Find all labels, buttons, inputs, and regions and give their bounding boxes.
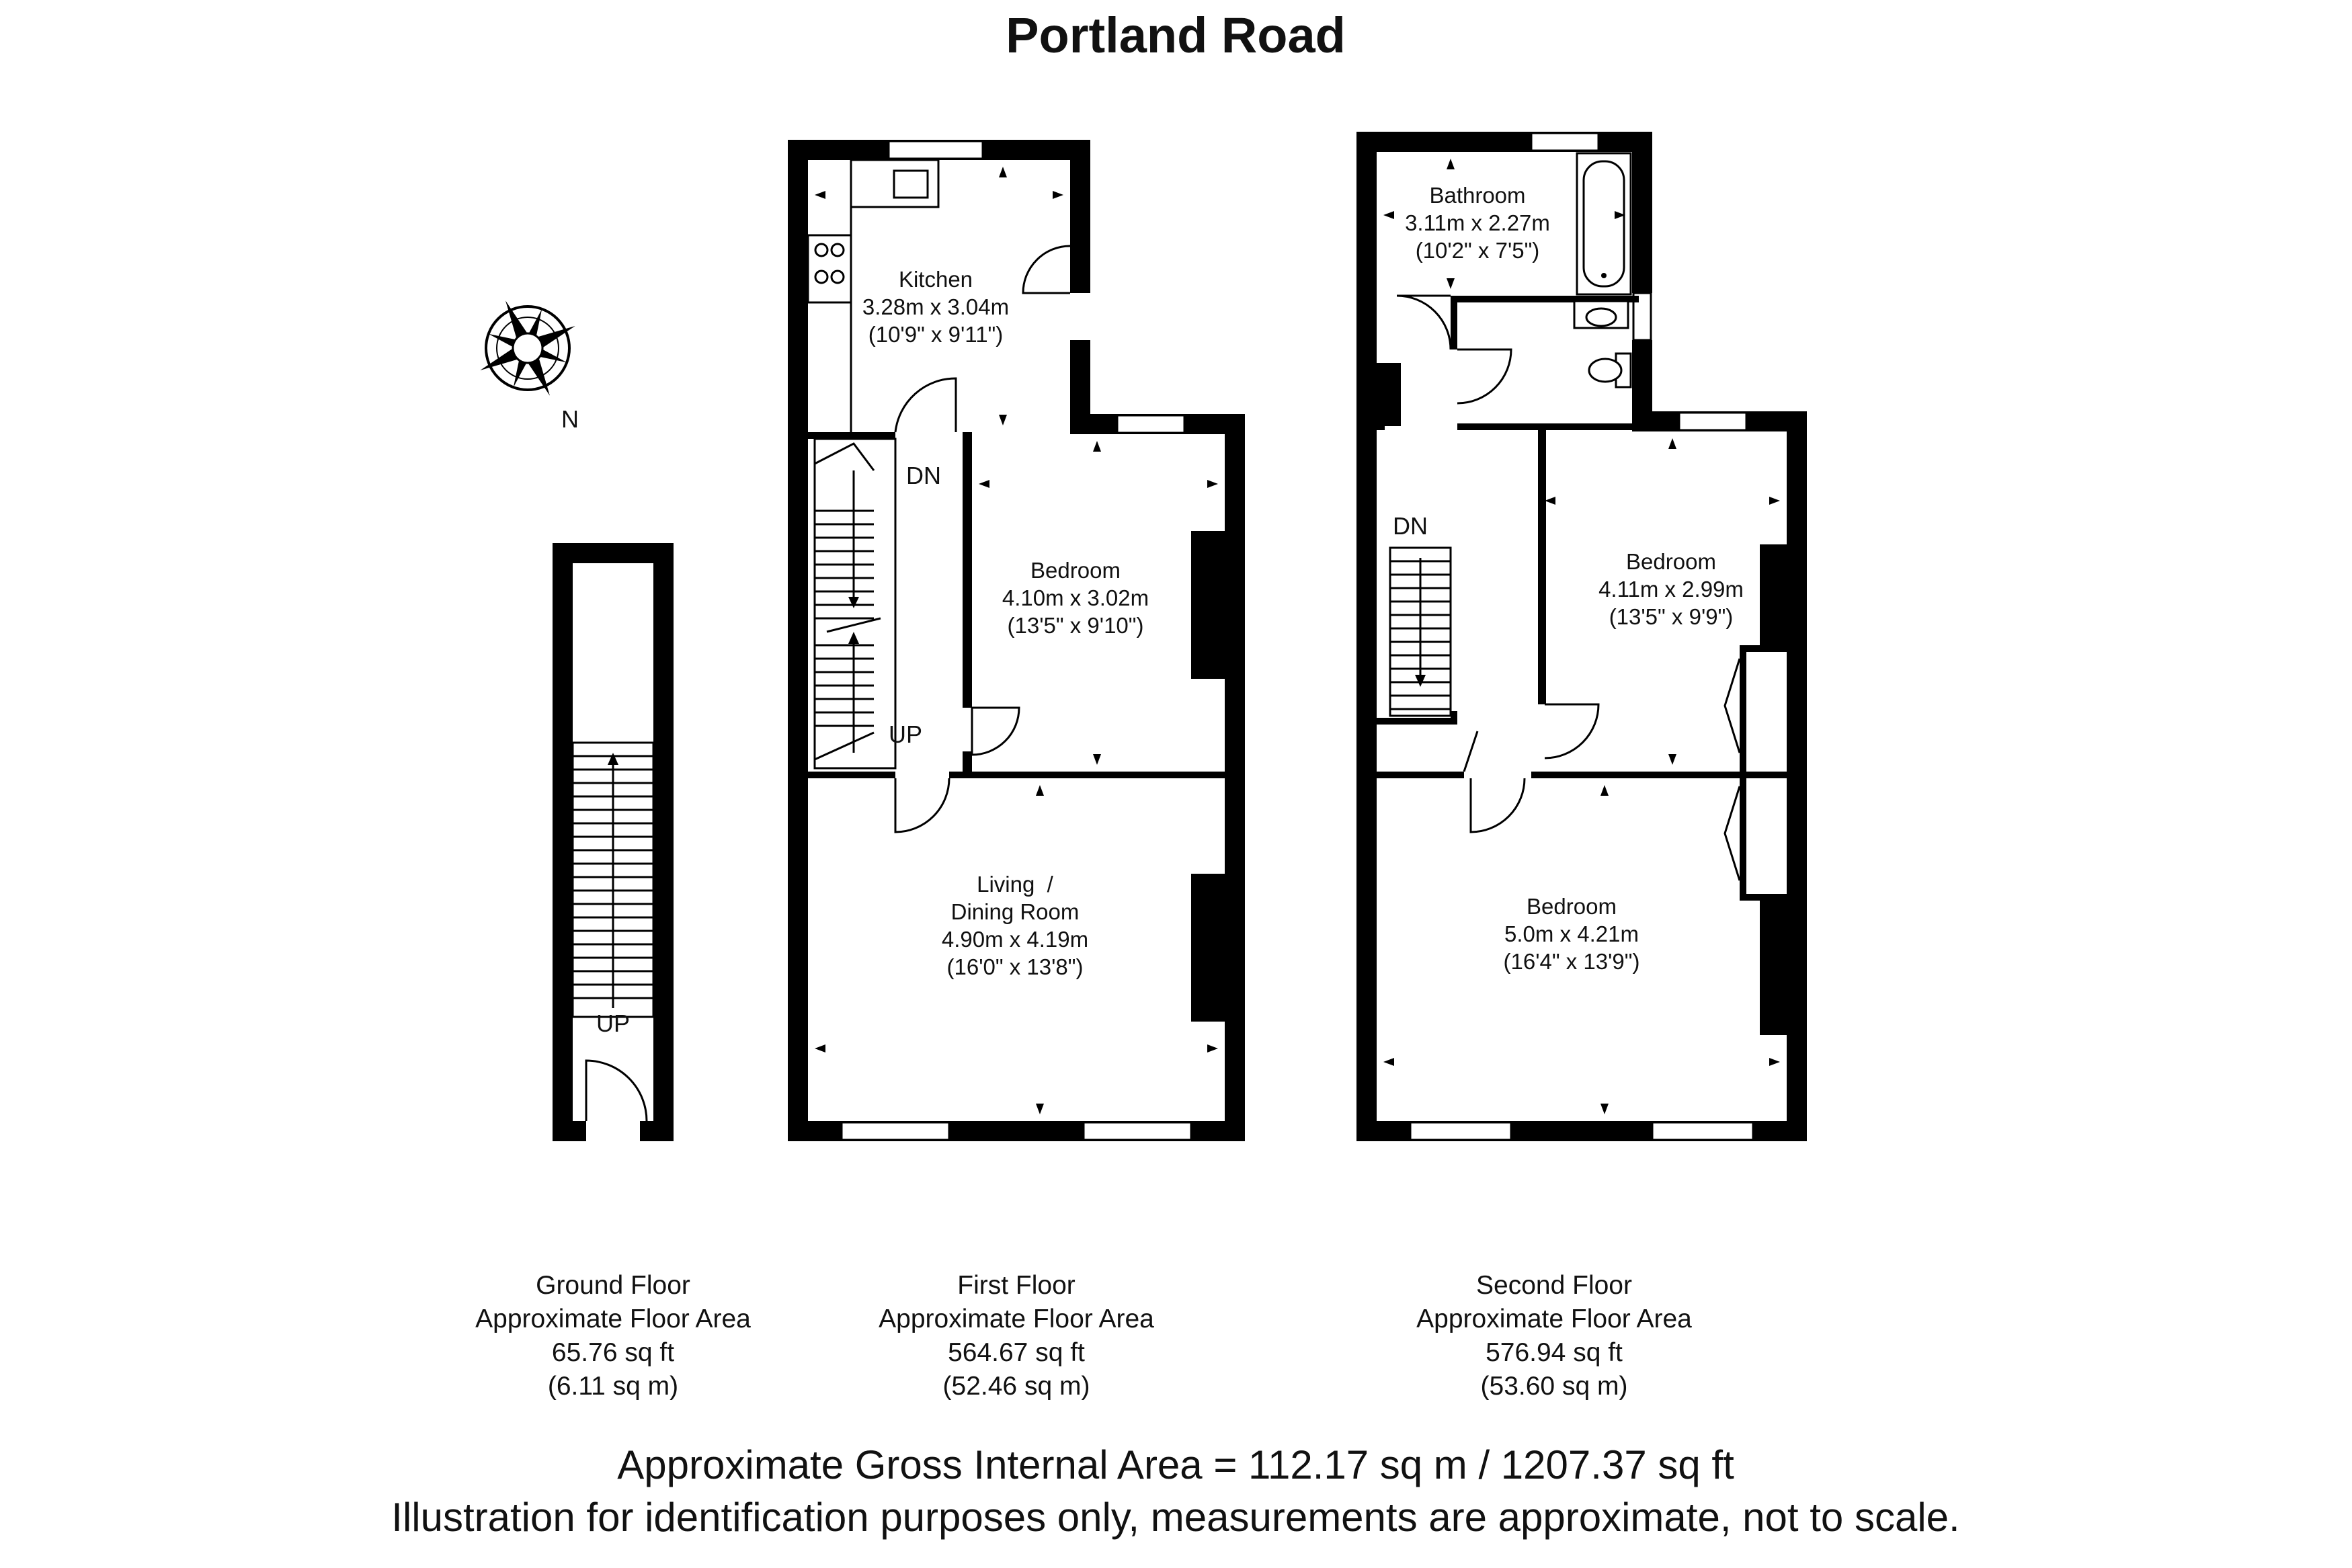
disclaimer-text: Illustration for identification purposes only, measurements are approximate, not to scale. <box>391 1495 1960 1540</box>
svg-text:564.67 sq ft: 564.67 sq ft <box>948 1338 1085 1367</box>
svg-text:Approximate Floor Area: Approximate Floor Area <box>1416 1305 1692 1333</box>
north-label: N <box>561 405 579 433</box>
svg-text:4.11m x 2.99m: 4.11m x 2.99m <box>1598 577 1744 602</box>
compass-icon <box>477 297 579 399</box>
washbasin-icon <box>1574 301 1628 328</box>
svg-text:Kitchen: Kitchen <box>898 267 973 292</box>
svg-text:4.10m x 3.02m: 4.10m x 3.02m <box>1002 585 1149 610</box>
first-floor-plan <box>788 140 1245 1141</box>
second-rear-bedroom-door[interactable] <box>1545 704 1598 758</box>
second-front-bedroom-door[interactable] <box>1471 778 1525 832</box>
svg-text:Approximate Floor Area: Approximate Floor Area <box>879 1305 1154 1333</box>
svg-text:First Floor: First Floor <box>957 1271 1076 1300</box>
svg-text:Bedroom: Bedroom <box>1626 549 1716 574</box>
ground-floor-area-label <box>475 1271 751 1401</box>
svg-text:(10'9" x 9'11"): (10'9" x 9'11") <box>868 322 1004 347</box>
wardrobe-door-upper[interactable] <box>1725 659 1740 753</box>
svg-text:(16'4" x 13'9"): (16'4" x 13'9") <box>1503 949 1640 974</box>
svg-text:Bathroom: Bathroom <box>1429 183 1526 208</box>
wc-door[interactable] <box>1457 349 1511 403</box>
svg-text:Living /: Living / <box>977 872 1053 897</box>
landing-cupboard-door[interactable] <box>1464 731 1477 772</box>
svg-text:(13'5" x 9'10"): (13'5" x 9'10") <box>1007 613 1144 638</box>
first-staircase <box>815 439 895 768</box>
svg-text:3.11m x 2.27m: 3.11m x 2.27m <box>1405 210 1550 235</box>
svg-text:Dining Room: Dining Room <box>950 899 1080 924</box>
svg-text:Bedroom: Bedroom <box>1030 558 1121 583</box>
svg-text:65.76 sq ft: 65.76 sq ft <box>551 1338 675 1367</box>
first-stair-up-label: UP <box>889 720 923 748</box>
svg-text:5.0m x 4.21m: 5.0m x 4.21m <box>1504 921 1639 946</box>
second-front-bedroom-label <box>1504 894 1640 974</box>
svg-text:(6.11 sq m): (6.11 sq m) <box>547 1372 679 1401</box>
ground-floor-plan <box>553 543 674 1141</box>
kitchen-label <box>862 267 1009 347</box>
first-bedroom-door[interactable] <box>972 708 1019 755</box>
kitchen-door[interactable] <box>1023 246 1070 293</box>
bathtub-icon <box>1577 153 1631 294</box>
wardrobe-door-lower[interactable] <box>1725 786 1740 880</box>
svg-text:Ground Floor: Ground Floor <box>536 1271 690 1300</box>
living-room-label <box>942 872 1088 979</box>
living-room-door[interactable] <box>895 778 949 832</box>
svg-text:(13'5" x 9'9"): (13'5" x 9'9") <box>1609 604 1734 629</box>
first-floor-area-label <box>879 1271 1154 1401</box>
ground-staircase <box>573 743 653 1017</box>
svg-text:(53.60 sq m): (53.60 sq m) <box>1480 1372 1628 1401</box>
bathroom-label <box>1405 183 1550 263</box>
second-floor-plan <box>1356 132 1807 1141</box>
second-rear-bedroom-label <box>1598 549 1744 629</box>
second-stair-dn-label: DN <box>1393 512 1428 540</box>
toilet-icon <box>1589 354 1631 387</box>
first-bedroom-label <box>1002 558 1149 638</box>
bathroom-door[interactable] <box>1397 296 1451 349</box>
ground-stair-up-label: UP <box>596 1009 631 1037</box>
gross-area-text: Approximate Gross Internal Area = 112.17 sq m / 1207.37 sq ft <box>617 1442 1734 1487</box>
first-stair-dn-label: DN <box>906 462 941 489</box>
kitchen-inner-door[interactable] <box>895 378 956 432</box>
ground-entrance-door[interactable] <box>586 1061 647 1121</box>
plan-title: Portland Road <box>1006 7 1346 63</box>
svg-text:(16'0" x 13'8"): (16'0" x 13'8") <box>946 954 1084 979</box>
svg-text:576.94 sq ft: 576.94 sq ft <box>1486 1338 1623 1367</box>
svg-text:(10'2" x 7'5"): (10'2" x 7'5") <box>1415 238 1540 263</box>
svg-text:Second Floor: Second Floor <box>1476 1271 1632 1300</box>
svg-text:4.90m x 4.19m: 4.90m x 4.19m <box>941 927 1089 952</box>
svg-text:3.28m x 3.04m: 3.28m x 3.04m <box>862 294 1010 319</box>
svg-text:Approximate Floor Area: Approximate Floor Area <box>475 1305 751 1333</box>
svg-text:(52.46 sq m): (52.46 sq m) <box>942 1372 1090 1401</box>
second-staircase <box>1390 548 1451 716</box>
second-floor-area-label <box>1416 1271 1692 1401</box>
svg-text:Bedroom: Bedroom <box>1527 894 1617 919</box>
